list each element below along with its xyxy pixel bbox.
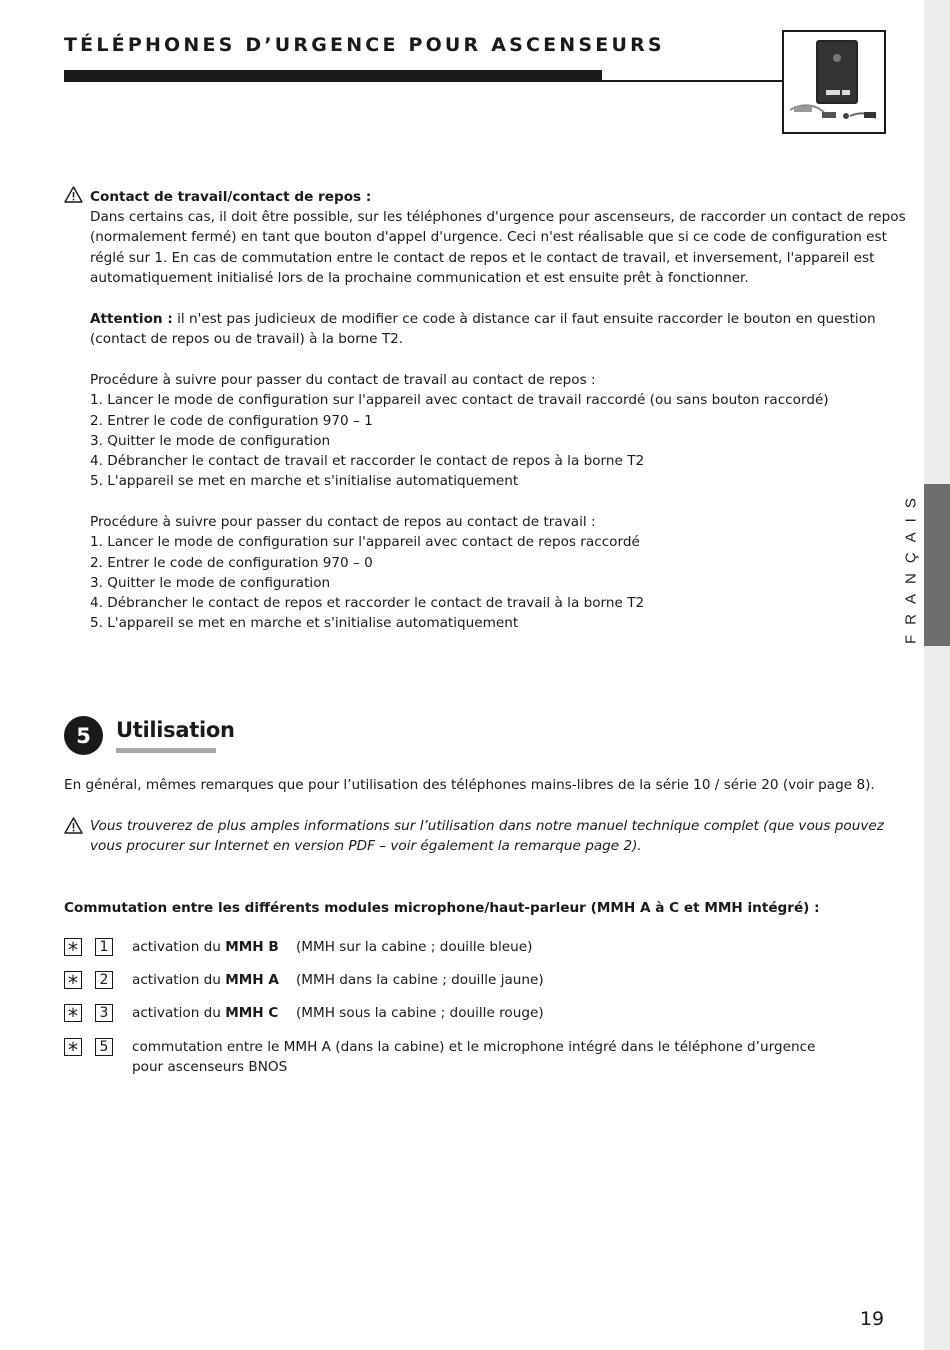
procedure-step: 1. Lancer le mode de configuration sur l'appareil avec contact de repos raccordé	[90, 534, 640, 551]
language-tab-label: FRANÇAIS	[902, 488, 920, 644]
module-name: MMH C	[225, 1005, 279, 1021]
note-line: vous procurer sur Internet en version PDF – voir également la remarque page 2).	[90, 838, 642, 855]
page-number: 19	[859, 1308, 885, 1330]
star-key-icon: *	[64, 1004, 82, 1022]
section-number-badge: 5	[64, 716, 103, 755]
procedure-title: Procédure à suivre pour passer du contact de travail au contact de repos :	[90, 372, 596, 388]
procedure-step: 3. Quitter le mode de configuration	[90, 574, 331, 591]
warning-icon	[64, 817, 83, 834]
page-edge-stripe	[924, 0, 950, 1350]
paragraph-line: (normalement fermé) en tant que bouton d'appel d'urgence. Ceci n'est réalisable que si ce code de configuration est	[90, 229, 887, 246]
procedure-step: 2. Entrer le code de configuration 970 – 0	[90, 554, 373, 571]
command-line: pour ascenseurs BNOS	[132, 1059, 288, 1076]
product-photo	[782, 30, 886, 134]
digit-key-icon: 3	[95, 1004, 113, 1022]
command-text	[132, 1003, 278, 1023]
command-label: activation du	[132, 972, 226, 988]
procedure-step: 1. Lancer le mode de configuration sur l'appareil avec contact de travail raccordé (ou sans bouton raccordé)	[90, 392, 829, 409]
attention-text-line2: (contact de repos ou de travail) à la borne T2.	[90, 331, 404, 348]
command-text	[132, 937, 279, 957]
command-line: commutation entre le MMH A (dans la cabine) et le microphone intégré dans le téléphone d’urgence	[132, 1039, 816, 1055]
header-rule-thick	[64, 70, 602, 82]
paragraph-line: automatiquement initialisé lors de la prochaine communication et est ensuite prêt à fonctionner.	[90, 269, 749, 286]
procedure-step: 5. L'appareil se met en marche et s'initialise automatiquement	[90, 473, 519, 490]
header-rule-thin	[602, 80, 783, 82]
star-key-icon: *	[64, 971, 82, 989]
digit-key-icon: 5	[95, 1038, 113, 1056]
star-key-icon: *	[64, 938, 82, 956]
section-intro: En général, mêmes remarques que pour l’utilisation des téléphones mains-libres de la série 10 / série 20 (voir page 8).	[64, 777, 875, 793]
procedure-repos-to-travail	[90, 512, 644, 634]
procedure-step: 4. Débrancher le contact de travail et raccorder le contact de repos à la borne T2	[90, 453, 645, 470]
attention-text: il n'est pas judicieux de modifier ce code à distance car il faut ensuite raccorder le bouton en question	[172, 311, 876, 327]
note-line: Vous trouverez de plus amples informations sur l’utilisation dans notre manuel technique complet (que vous pouvez	[90, 818, 884, 834]
attention-label: Attention :	[90, 311, 173, 327]
digit-key-icon: 1	[95, 938, 113, 956]
manual-note	[90, 816, 884, 857]
section-title: Utilisation	[116, 718, 235, 742]
paragraph-line: Dans certains cas, il doit être possible, sur les téléphones d'urgence pour ascenseurs, de raccorder un contact de repos	[90, 209, 906, 225]
page-header-title: TÉLÉPHONES D’URGENCE POUR ASCENSEURS	[64, 34, 665, 56]
command-text	[132, 970, 279, 990]
command-detail: (MMH dans la cabine ; douille jaune)	[296, 972, 544, 988]
procedure-step: 3. Quitter le mode de configuration	[90, 432, 331, 449]
procedure-step: 2. Entrer le code de configuration 970 – 1	[90, 412, 373, 429]
procedure-travail-to-repos	[90, 370, 829, 492]
contact-paragraph	[90, 207, 906, 288]
procedure-title: Procédure à suivre pour passer du contact de repos au contact de travail :	[90, 514, 596, 530]
attention-note	[90, 309, 876, 350]
contact-heading: Contact de travail/contact de repos :	[90, 189, 372, 205]
command-detail: (MMH sur la cabine ; douille bleue)	[296, 939, 533, 955]
module-name: MMH A	[225, 972, 279, 988]
paragraph-line: réglé sur 1. En cas de commutation entre le contact de repos et le contact de travail, et inversement, l'appareil est	[90, 249, 875, 266]
module-name: MMH B	[225, 939, 279, 955]
command-text	[132, 1037, 815, 1078]
section-title-underline	[116, 748, 216, 753]
star-key-icon: *	[64, 1038, 82, 1056]
procedure-step: 4. Débrancher le contact de repos et raccorder le contact de travail à la borne T2	[90, 595, 645, 612]
procedure-step: 5. L'appareil se met en marche et s'initialise automatiquement	[90, 615, 519, 632]
command-detail: (MMH sous la cabine ; douille rouge)	[296, 1005, 544, 1021]
language-tab	[924, 484, 950, 646]
command-label: activation du	[132, 939, 226, 955]
commutation-heading: Commutation entre les différents modules microphone/haut-parleur (MMH A à C et MMH intégré) :	[64, 900, 820, 916]
digit-key-icon: 2	[95, 971, 113, 989]
warning-icon	[64, 186, 83, 203]
elevator-phone-illustration	[784, 32, 884, 132]
command-label: activation du	[132, 1005, 226, 1021]
